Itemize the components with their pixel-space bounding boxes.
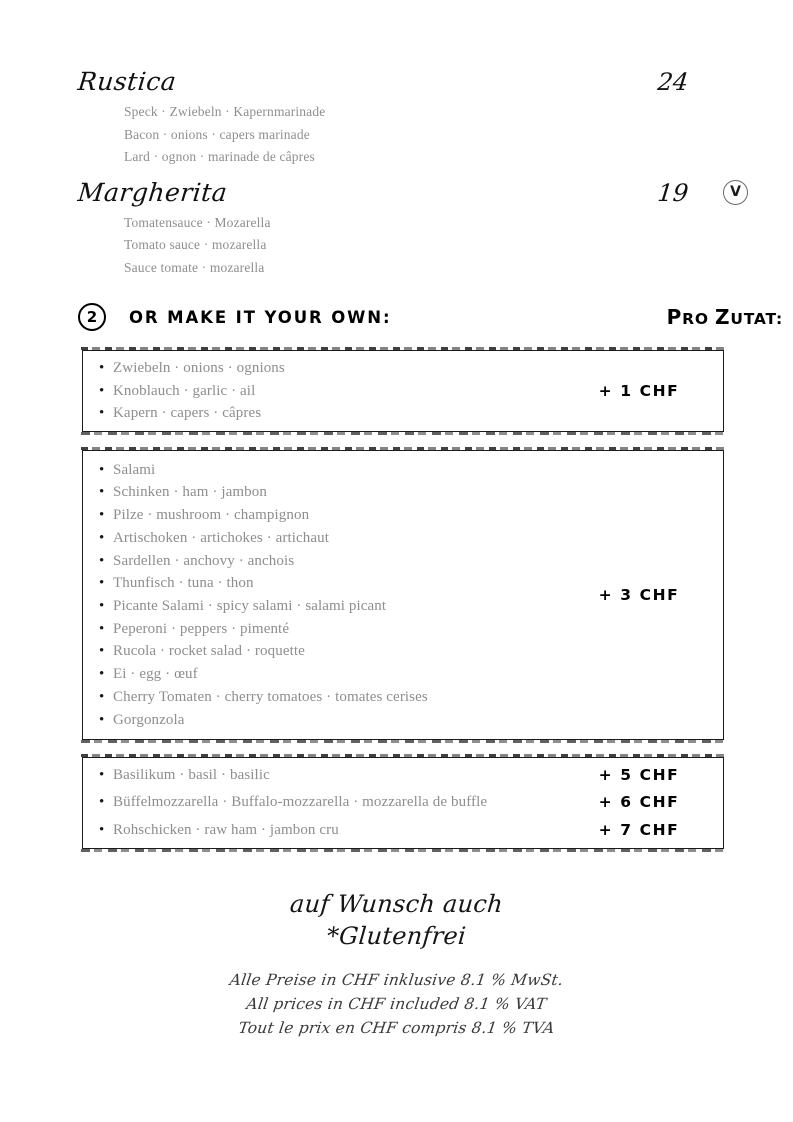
ingredient-label: Knoblauch · garlic · ail	[113, 382, 256, 399]
bullet-icon: •	[99, 794, 105, 811]
vat-fr: Tout le prix en CHF compris 8.1 % TVA	[237, 1019, 556, 1037]
ingredient-item	[99, 380, 555, 403]
bullet-icon: •	[99, 405, 105, 422]
ingredient-item	[99, 595, 555, 618]
ingredient-item	[99, 527, 555, 550]
ingredient-label: Basilikum · basil · basilic	[113, 766, 270, 783]
ingredient-label: Ei · egg · œuf	[113, 666, 198, 683]
vegetarian-badge-icon: V	[723, 180, 748, 205]
gluten-free-note	[0, 888, 793, 952]
pizza-header	[78, 66, 738, 100]
pizza-desc-en: Bacon · onions · capers marinade	[124, 126, 310, 142]
price-label-z: Z	[715, 305, 731, 329]
ingredient-label: Gorgonzola	[113, 711, 185, 728]
vat-de: Alle Preise in CHF inklusive 8.1 % MwSt.	[228, 971, 565, 989]
ingredient-label-cell	[83, 789, 555, 817]
gluten-free-line-2: *Glutenfrei	[325, 922, 468, 950]
pizza-price: 24	[656, 68, 690, 96]
ingredient-label: Rohschicken · raw ham · jambon cru	[113, 821, 339, 838]
bullet-icon: •	[99, 598, 105, 614]
bullet-icon: •	[99, 484, 105, 501]
ingredient-item	[99, 640, 555, 663]
section-title: OR MAKE IT YOUR OWN:	[129, 308, 392, 327]
ingredient-label: Sardellen · anchovy · anchois	[113, 552, 295, 569]
bullet-icon: •	[99, 552, 105, 569]
ingredient-label: Thunfisch · tuna · thon	[113, 575, 254, 592]
ingredient-item	[99, 459, 555, 482]
bullet-icon: •	[99, 821, 105, 838]
ingredient-label: Picante Salami · spicy salami · salami picant	[113, 598, 387, 614]
bullet-icon: •	[99, 711, 105, 728]
row-surcharge-price: + 6 CHF	[598, 793, 680, 812]
ingredient-label: Rucola · rocket salad · roquette	[113, 643, 305, 660]
section-number-badge: 2	[78, 303, 106, 331]
ingredient-priced-row	[83, 762, 723, 790]
pizza-desc-de: Speck · Zwiebeln · Kapernmarinade	[124, 104, 326, 119]
ingredient-priced-row	[83, 789, 723, 817]
gluten-free-line-1: auf Wunsch auch	[288, 890, 505, 918]
row-surcharge-price: + 7 CHF	[598, 820, 680, 839]
bullet-icon: •	[99, 529, 105, 546]
bullet-icon: •	[99, 643, 105, 660]
bullet-icon: •	[99, 382, 105, 399]
box-inner	[83, 351, 723, 431]
pizza-header	[76, 177, 741, 211]
price-label-ro: RO	[682, 310, 715, 328]
pizza-entry-rustica	[78, 66, 738, 169]
ingredient-row-list	[83, 762, 723, 845]
ingredient-list	[83, 450, 555, 740]
ingredient-item	[99, 550, 555, 573]
ingredient-item	[99, 618, 555, 641]
ingredient-box-1chf	[82, 350, 724, 432]
vat-en: All prices in CHF included 8.1 % VAT	[245, 995, 548, 1013]
ingredient-item	[99, 402, 555, 425]
ingredient-label: Pilze · mushroom · champignon	[113, 507, 310, 524]
pizza-price: 19	[656, 178, 690, 207]
ingredient-label: Zwiebeln · onions · ognions	[113, 359, 285, 376]
pizza-description	[124, 212, 738, 280]
pizza-desc-en: Tomato sauce · mozarella	[124, 237, 267, 252]
ingredient-item	[99, 709, 555, 732]
bullet-icon: •	[99, 461, 105, 478]
pizza-list	[76, 66, 741, 287]
ingredient-box-3chf	[82, 450, 724, 740]
ingredient-label: Kapern · capers · câpres	[113, 405, 262, 422]
pizza-desc-fr: Sauce tomate · mozarella	[124, 259, 265, 275]
bullet-icon: •	[99, 766, 105, 783]
bullet-icon: •	[99, 688, 105, 705]
ingredient-label: Schinken · ham · jambon	[113, 484, 267, 501]
ingredient-label: Büffelmozzarella · Buffalo-mozzarella · mozzarella de buffle	[113, 794, 488, 811]
row-surcharge-price: + 5 CHF	[598, 765, 680, 784]
ingredient-label-cell	[83, 817, 555, 845]
section-header	[78, 302, 783, 338]
ingredient-label: Peperoni · peppers · pimenté	[113, 620, 290, 637]
ingredient-label: Salami	[113, 461, 156, 478]
ingredient-item	[99, 504, 555, 527]
ingredient-item	[99, 686, 555, 709]
bullet-icon: •	[99, 575, 105, 592]
ingredient-item	[99, 481, 555, 504]
price-label-p: P	[666, 305, 683, 329]
section-price-column-label	[568, 304, 783, 332]
ingredient-box-premium	[82, 757, 724, 849]
box-surcharge-price: + 3 CHF	[598, 585, 680, 604]
ingredient-priced-row	[83, 817, 723, 845]
pizza-entry-margherita	[76, 177, 741, 280]
pizza-description	[124, 101, 738, 169]
bullet-icon: •	[99, 620, 105, 637]
bullet-icon: •	[99, 507, 105, 524]
pizza-name: Margherita	[76, 177, 229, 207]
bullet-icon: •	[99, 666, 105, 683]
ingredient-item	[99, 572, 555, 595]
ingredient-list	[83, 348, 555, 434]
ingredient-item	[99, 357, 555, 380]
vat-disclaimer	[0, 968, 793, 1040]
bullet-icon: •	[99, 359, 105, 376]
box-inner	[83, 451, 723, 739]
ingredient-label: Artischoken · artichokes · artichaut	[113, 529, 330, 546]
ingredient-label: Cherry Tomaten · cherry tomatoes · tomates cerises	[113, 688, 428, 705]
pizza-desc-fr: Lard · ognon · marinade de câpres	[124, 149, 315, 164]
pizza-desc-de: Tomatensauce · Mozarella	[124, 214, 271, 230]
ingredient-item	[99, 663, 555, 686]
pizza-name: Rustica	[76, 67, 178, 96]
box-inner	[83, 758, 723, 848]
ingredient-label-cell	[83, 762, 555, 790]
price-label-utat: UTAT:	[730, 310, 783, 328]
box-surcharge-price: + 1 CHF	[598, 381, 680, 400]
